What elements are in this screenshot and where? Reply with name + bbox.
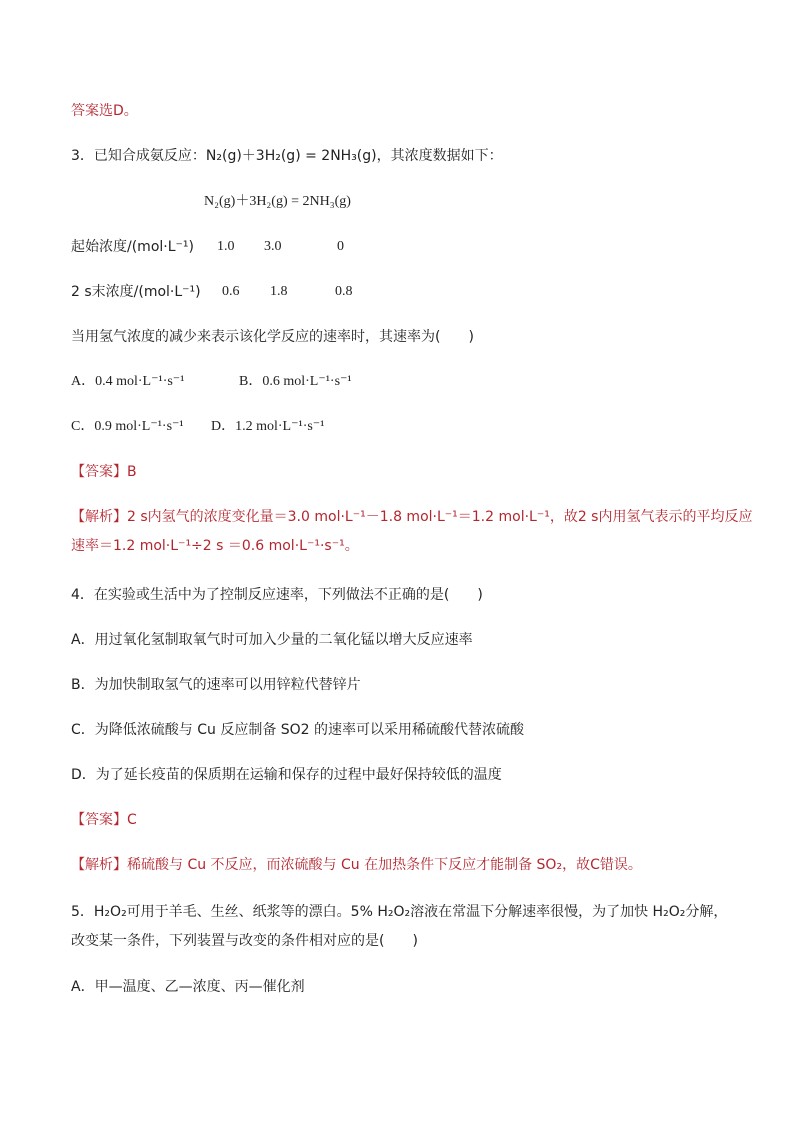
q3-row-2s-n2: 0.6 — [222, 284, 240, 299]
q3-option-a: A．0.4 mol·L⁻¹·s⁻¹ — [71, 374, 185, 389]
q3-row-initial-nh3: 0 — [337, 239, 344, 254]
q4-answer — [71, 810, 137, 830]
analysis-text: 稀硫酸与 Cu 不反应，而浓硫酸与 Cu 在加热条件下反应才能制备 SO₂，故C错误。 — [127, 857, 642, 873]
q3-stem: 3．已知合成氨反应：N₂(g)＋3H₂(g) = 2NH₃(g)，其浓度数据如下： — [71, 148, 503, 164]
previous-answer-line: 答案选D。 — [71, 103, 138, 119]
q4-analysis — [71, 855, 642, 875]
answer-value: C — [127, 812, 137, 828]
q3-option-b: B．0.6 mol·L⁻¹·s⁻¹ — [239, 374, 352, 389]
answer-tag: 【答案】 — [71, 812, 127, 828]
answer-value: B — [127, 464, 137, 480]
q4-option-b: B．为加快制取氢气的速率可以用锌粒代替锌片 — [71, 677, 361, 693]
q3-answer — [71, 462, 137, 482]
q4-option-d: D．为了延长疫苗的保质期在运输和保存的过程中最好保持较低的温度 — [71, 767, 502, 783]
q4-option-c: C．为降低浓硫酸与 Cu 反应制备 SO2 的速率可以采用稀硫酸代替浓硫酸 — [71, 722, 525, 738]
q4-stem: 4．在实验或生活中为了控制反应速率，下列做法不正确的是( ) — [71, 587, 483, 603]
analysis-tag: 【解析】 — [71, 509, 127, 525]
q3-analysis-line2: 速率＝1.2 mol·L⁻¹÷2 s ＝0.6 mol·L⁻¹·s⁻¹。 — [71, 538, 359, 554]
q3-analysis-line1 — [71, 507, 752, 527]
q3-option-d: D．1.2 mol·L⁻¹·s⁻¹ — [211, 419, 325, 434]
q3-row-initial-n2: 1.0 — [217, 239, 235, 254]
answer-tag: 【答案】 — [71, 464, 127, 480]
q5-option-a: A．甲—温度、乙—浓度、丙—催化剂 — [71, 979, 305, 995]
analysis-text: 2 s内氢气的浓度变化量＝3.0 mol·L⁻¹－1.8 mol·L⁻¹＝1.2 mol·L⁻¹，故2 s内用氢气表示的平均反应 — [127, 509, 753, 525]
q5-stem-line2: 改变某一条件，下列装置与改变的条件相对应的是( ) — [71, 933, 418, 949]
q5-stem-line1: 5．H₂O₂可用于羊毛、生丝、纸浆等的漂白。5% H₂O₂溶液在常温下分解速率很慢，为了加快 H₂O₂分解， — [71, 904, 728, 920]
q3-row-2s-label: 2 s末浓度/(mol·L⁻¹) — [71, 284, 201, 300]
q3-row-initial-label: 起始浓度/(mol·L⁻¹) — [71, 239, 194, 255]
q4-option-a: A．用过氧化氢制取氧气时可加入少量的二氧化锰以增大反应速率 — [71, 632, 473, 648]
q3-question: 当用氢气浓度的减少来表示该化学反应的速率时，其速率为( ) — [71, 329, 474, 345]
q3-row-2s-h2: 1.8 — [270, 284, 288, 299]
q3-row-initial-h2: 3.0 — [264, 239, 282, 254]
analysis-tag: 【解析】 — [71, 857, 127, 873]
q3-equation: N₂(g)＋3H₂(g) = 2NH₃(g) — [204, 194, 351, 209]
q3-option-c: C．0.9 mol·L⁻¹·s⁻¹ — [71, 419, 184, 434]
q3-row-2s-nh3: 0.8 — [335, 284, 353, 299]
